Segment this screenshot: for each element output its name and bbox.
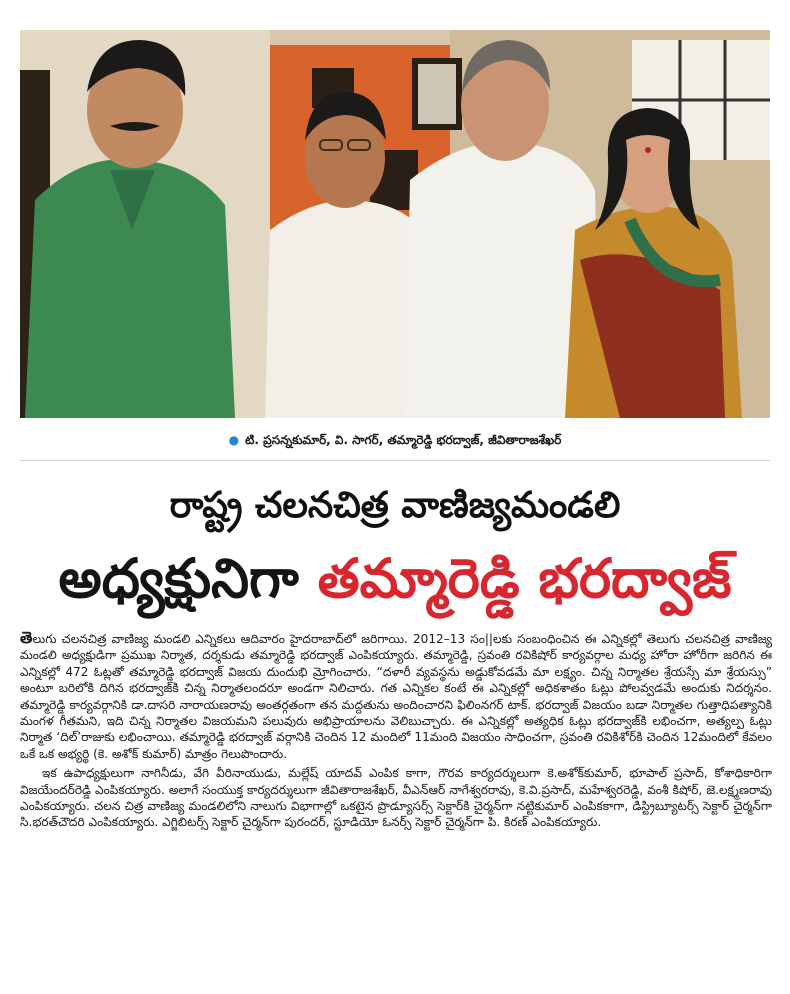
- paragraph-1-text: లుగు చలనచిత్ర వాణిజ్య మండలి ఎన్నికలు ఆదివారం హైదరాబాద్‌లో జరిగాయి. 2012–13 సం||లకు సంబంధించిన ఈ ఎన్నికల్లో తెలుగు చలనచిత్ర వాణిజ్య మండలి అధ్యక్షుడిగా ప్రముఖ నిర్మాత, దర్శకుడు తమ్మారెడ్డి భరద్వాజ్ ఎంపికయ్యారు. తమ్మారెడ్డి, స్రవంతి రవికిషోర్ కార్యవర్గాల మధ్య హోరా హోరీగా జరిగిన ఈ ఎన్నికల్లో 472 ఓట్లతో తమ్మారెడ్డి భరద్వాజ్ విజయ దుందుభి మ్రోగించారు. “దళారీ వ్యవస్థను అడ్డుకోవడమే మా లక్ష్యం. చిన్న నిర్మాతల శ్రేయస్సే మా శ్రేయస్సు” అంటూ బరిలోకి దిగిన భరద్వాజ్‌కి చిన్న నిర్మాతలందరూ అండగా నిలిచారు. గత ఎన్నికల కంటే ఈ ఎన్నికల్లో అధికశాతం ఓట్లు పోలవ్వడమే అందుకు నిదర్శనం. తమ్మారెడ్డి కార్యవర్గానికి డా.దాసరి నారాయణరావు అంతర్గతంగా తన మద్దతును అందించారని ఫిలింనగర్ టాక్. భరద్వాజ్ విజయం బడా నిర్మాతల గుత్తాధిపత్యానికి మంగళ గీతమని, ఇది చిన్న నిర్మాతల విజయమని పలువురు అభిప్రాయాలను వెలిబుచ్చారు. ఈ ఎన్నికల్లో అత్యధిక ఓట్లు భరద్వాజ్‌కి లభించగా, అత్యల్ప ఓట్లు నిర్మాత ‘దిల్’రాజుకు లభించాయి. తమ్మారెడ్డి భరద్వాజ్ వర్గానికి చెందిన 12 మందిలో 11మంది విజయం సాధించగా, స్రవంతి రవికిశోర్‌కి చెందిన 12మందిలో కేవలం ఒకే ఒక అభ్యర్థి (కె. అశోక్ కుమార్) మాత్రం గెలుపొందారు.: [20, 632, 772, 761]
- kicker-headline: రాష్ట్ర చలనచిత్ర వాణిజ్యమండలి: [169, 485, 621, 526]
- article-body: [20, 630, 772, 831]
- caption-text: టి. ప్రసన్నకుమార్, వి. సాగర్, తమ్మారెడ్డి భరద్వాజ్, జీవితారాజశేఖర్: [245, 433, 562, 447]
- caption-bullet-icon: ●: [228, 433, 240, 447]
- photo-caption: [0, 428, 790, 452]
- main-headline: [0, 540, 790, 618]
- article-paragraph-1: [20, 630, 772, 762]
- article-paragraph-2: ఇక ఉపాధ్యక్షులుగా నాగినీడు, వేగి వీరినాయుడు, మల్లేష్ యాదవ్ ఎంపిక కాగా, గౌరవ కార్యదర్శులుగా కె.అశోక్‌కుమార్, భూపాల్ ప్రసాద్, కోశాధికారిగా విజయేందర్‌రెడ్డి ఎంపికయ్యారు. అలాగే సంయుక్త కార్యదర్శులుగా జీవితారాజశేఖర్, వీఎన్ఆర్ నాగేశ్వరరావు, కె.వి.ప్రసాద్, మహేశ్వరరెడ్డి, వంశీ కిషోర్, జె.లక్ష్మణరావు ఎంపికయ్యారు. చలన చిత్ర వాణిజ్య మండలిలోని నాలుగు విభాగాల్లో ఒకటైన ప్రొడ్యూసర్స్ సెక్టార్‌కి చైర్మన్‌గా నట్టికుమార్ ఎంపికకాగా, డిస్ట్రిబ్యూటర్స్ సెక్టార్ చైర్మన్‌గా సి.భరత్‌చౌదరి ఎంపికయ్యారు. ఎగ్జిబిటర్స్ సెక్టార్ చైర్మన్‌గా పురందర్, స్టూడియో ఓనర్స్ సెక్టార్ చైర్మన్‌గా పి. కిరణ్ ఎంపికయ్యారు.: [20, 766, 773, 830]
- news-photo: [20, 30, 770, 418]
- dropcap: తె: [20, 628, 33, 647]
- headline-part-red: తమ్మారెడ్డి భరద్వాజ్: [317, 547, 732, 610]
- divider: [20, 460, 770, 461]
- headline-part-black: అధ్యక్షునిగా: [58, 547, 299, 610]
